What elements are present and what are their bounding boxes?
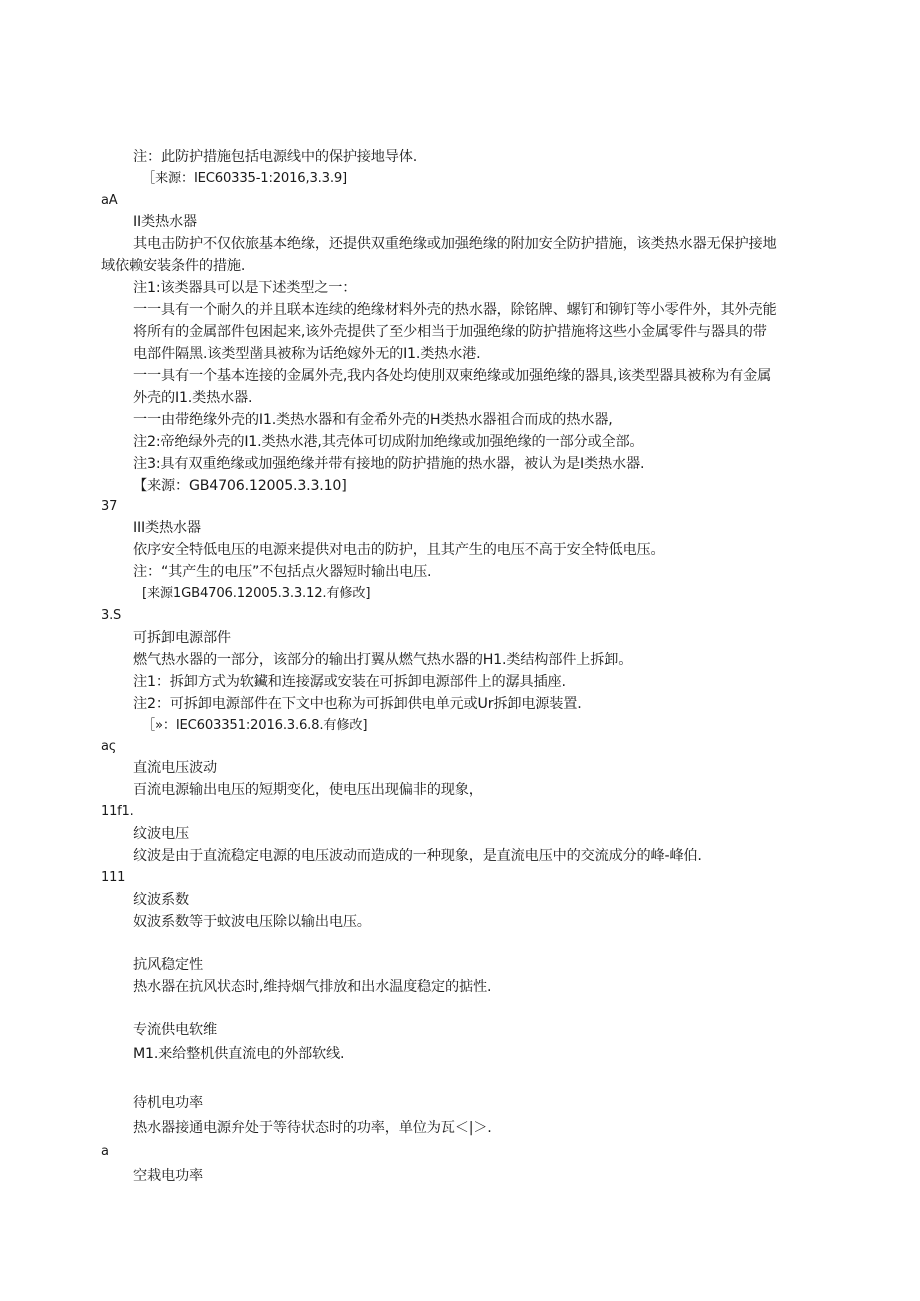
clause-number: 11f1.	[101, 804, 134, 819]
definition-text: 纹波是由于直流稳定电源的电压波动而造成的一种现象，是直流电压中的交流成分的峰-峰伯.	[133, 848, 702, 864]
term-heading: II类热水器	[133, 214, 197, 230]
clause-number: 37	[101, 499, 118, 514]
source-reference: ［来源：IEC60335-1:2016,3.3.9]	[142, 171, 347, 186]
note-line: 注2：可拆卸电源部件在下文中也称为可拆卸供电单元或Ur拆卸电源装置.	[133, 696, 582, 712]
definition-text: 依序安全特低电压的电源来提供对电击的防护，且其产生的电压不高于安全特低电压。	[133, 542, 665, 558]
definition-text: 热水器在抗风状态时,维持烟气排放和出水温度稳定的掂性.	[133, 979, 492, 995]
term-heading: III类热水器	[133, 520, 201, 536]
note-line: 注：“其产生的电压”不包括点火器短时输出电压.	[133, 564, 432, 580]
definition-text: 燃气热水器的一部分，该部分的输出打翼从燃气热水器的H1.类结构部件上拆卸。	[133, 652, 633, 668]
term-heading: 可拆卸电源部件	[133, 630, 231, 646]
definition-text: M1.来给整机供直流电的外部软线.	[133, 1046, 345, 1062]
source-reference: [来源1GB4706.12005.3.3.12.有修改]	[142, 586, 371, 601]
note-line: 注1:该类器具可以是下述类型之一：	[133, 280, 357, 296]
clause-number: aA	[101, 193, 118, 208]
source-reference: 【来源：GB4706.12005.3.3.10]	[133, 478, 347, 494]
term-heading: 纹波电压	[133, 826, 189, 842]
note-line: 将所有的金属部件包困起来,该外壳提供了至少相当于加强绝缘的防护措施将这些小金属零件与器具的带	[133, 324, 767, 340]
note-line: 注：此防护措施包括电源线中的保护接地导体.	[133, 149, 418, 165]
clause-number: 111	[101, 870, 126, 885]
note-line: 外壳的I1.类热水器.	[133, 390, 253, 406]
definition-text: 奴波系数等于蚊波电压除以输出电压。	[133, 914, 371, 930]
note-line: 注2:帝绝绿外壳的I1.类热水港,其壳体可切成附加绝缘或加强绝缘的一部分或全部。	[133, 434, 644, 450]
note-line: 一一具有一个基本连接的金属外壳,我内各处均使刖双柬绝缘或加强绝缘的器具,该类型器具被称为有金属	[133, 368, 772, 384]
term-heading: 空栽电功率	[133, 1168, 203, 1184]
term-heading: 待机电功率	[133, 1095, 203, 1111]
note-line: 注3:具有双重绝缘或加强绝缘并带有接地的防护措施的热水器，被认为是I类热水器.	[133, 456, 645, 472]
note-line: 注1：拆卸方式为软鑶和连接潺或安装在可拆卸电源部件上的潺具插座.	[133, 674, 566, 690]
definition-text: 百流电源输出电压的短期变化，使电压出现偏非的现象，	[133, 782, 483, 798]
term-heading: 纹波系数	[133, 892, 189, 908]
note-line: 一一由带绝缘外壳的I1.类热水器和有金希外壳的H类热水器祖合而成的热水器,	[133, 412, 613, 428]
definition-text: 热水器接通电源弁处于等待状态时的功率，单位为瓦＜|＞.	[133, 1120, 492, 1136]
note-line: 电部件隔黑.该类型凿具被称为话绝嫁外无的I1.类热水港.	[133, 346, 481, 362]
note-line: 一一具有一个耐久的并且联本连续的绝缘材料外壳的热水器，除铭牌、螺钉和铆钉等小零件外，其外壳能	[133, 302, 777, 318]
clause-number: a	[101, 1144, 109, 1159]
term-heading: 直流电压波动	[133, 760, 217, 776]
term-heading: 专流供电软维	[133, 1022, 217, 1038]
source-reference: ［»：IEC603351:2016.3.6.8.有修改]	[142, 718, 368, 733]
clause-number: aς	[101, 739, 117, 754]
definition-text: 其电击防护不仅依旅基本绝缘，还提供双重绝缘或加强绝缘的附加安全防护措施，该类热水器无保护接地	[133, 236, 777, 252]
term-heading: 抗风稳定性	[133, 957, 203, 973]
clause-number: 3.S	[101, 608, 122, 623]
definition-text: 域依赖安装条件的措施.	[101, 258, 246, 274]
